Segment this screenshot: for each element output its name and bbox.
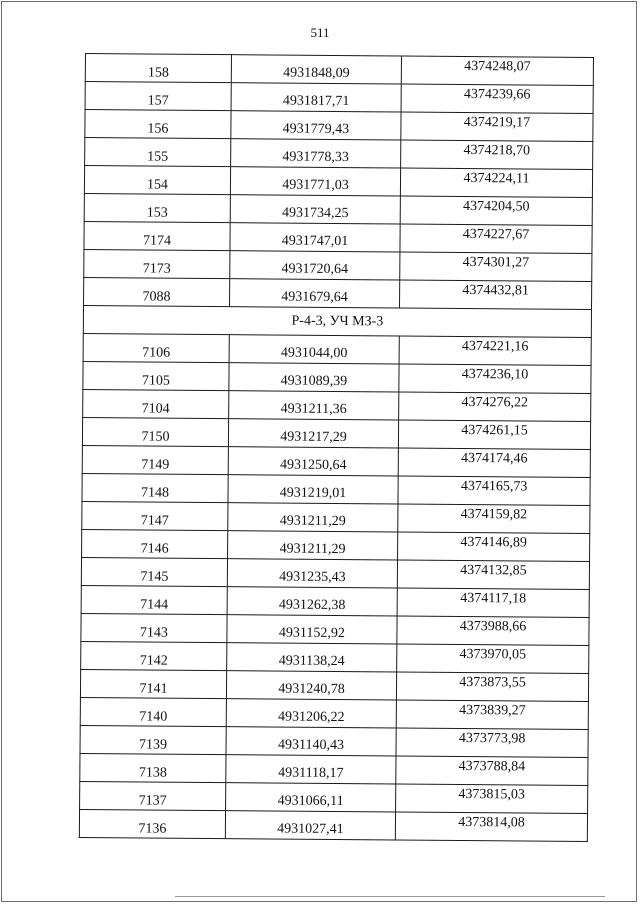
x-coordinate-cell: 4931089,39	[229, 363, 399, 392]
point-number-cell: 7138	[80, 753, 226, 782]
point-number-cell: 7146	[82, 529, 228, 558]
x-coordinate-cell: 4931217,29	[228, 419, 398, 448]
section-header-group	[83, 305, 591, 337]
table-row	[82, 501, 590, 533]
y-coordinate-cell: 4373839,27	[396, 700, 588, 730]
point-number-cell: 7136	[79, 809, 225, 838]
section-row	[83, 305, 591, 337]
y-coordinate-cell: 4374218,70	[401, 140, 593, 170]
y-coordinate-cell: 4373873,55	[396, 672, 588, 702]
y-coordinate-cell: 4373815,03	[396, 784, 588, 814]
coordinates-group-a	[84, 54, 594, 310]
table-row	[79, 809, 587, 841]
x-coordinate-cell: 4931771,03	[230, 167, 400, 196]
point-number-cell: 155	[85, 138, 231, 167]
table-row	[81, 613, 589, 645]
table-row	[80, 725, 588, 757]
table-row	[82, 473, 590, 505]
table-row	[81, 557, 589, 589]
x-coordinate-cell: 4931679,64	[230, 279, 400, 308]
point-number-cell: 7174	[84, 221, 230, 250]
x-coordinate-cell: 4931747,01	[230, 223, 400, 252]
point-number-cell: 7137	[80, 781, 226, 810]
point-number-cell: 7106	[83, 333, 229, 362]
table-row	[83, 361, 591, 393]
x-coordinate-cell: 4931140,43	[226, 727, 396, 756]
x-coordinate-cell: 4931848,09	[231, 55, 401, 84]
x-coordinate-cell: 4931250,64	[228, 447, 398, 476]
point-number-cell: 7147	[82, 501, 228, 530]
x-coordinate-cell: 4931734,25	[230, 195, 400, 224]
point-number-cell: 7149	[82, 445, 228, 474]
y-coordinate-cell: 4374174,46	[398, 448, 590, 478]
point-number-cell: 7104	[83, 389, 229, 418]
section-title: Р-4-3, УЧ МЗ-3	[83, 305, 591, 337]
coordinates-group-b	[79, 333, 591, 841]
y-coordinate-cell: 4374117,18	[397, 588, 589, 618]
point-number-cell: 154	[84, 166, 230, 195]
x-coordinate-cell: 4931262,38	[227, 587, 397, 616]
x-coordinate-cell: 4931211,36	[229, 391, 399, 420]
y-coordinate-cell: 4374432,81	[400, 280, 592, 310]
y-coordinate-cell: 4374219,17	[401, 112, 593, 142]
y-coordinate-cell: 4374159,82	[398, 504, 590, 534]
table-row	[80, 781, 588, 813]
y-coordinate-cell: 4373814,08	[395, 812, 587, 842]
y-coordinate-cell: 4374239,66	[401, 84, 593, 114]
x-coordinate-cell: 4931817,71	[231, 83, 401, 112]
table-row	[85, 54, 593, 86]
x-coordinate-cell: 4931118,17	[226, 755, 396, 784]
point-number-cell: 7088	[84, 277, 230, 306]
x-coordinate-cell: 4931235,43	[227, 559, 397, 588]
y-coordinate-cell: 4373970,05	[397, 644, 589, 674]
x-coordinate-cell: 4931044,00	[229, 335, 399, 364]
y-coordinate-cell: 4373773,98	[396, 728, 588, 758]
y-coordinate-cell: 4374146,89	[398, 532, 590, 562]
table-row	[82, 529, 590, 561]
table-row	[84, 249, 592, 281]
x-coordinate-cell: 4931066,11	[226, 783, 396, 812]
table-row	[84, 221, 592, 253]
y-coordinate-cell: 4374301,27	[400, 252, 592, 282]
table-row	[81, 585, 589, 617]
table-row	[80, 697, 588, 729]
y-coordinate-cell: 4374261,15	[398, 420, 590, 450]
point-number-cell: 153	[84, 193, 230, 222]
table-row	[85, 82, 593, 114]
y-coordinate-cell: 4374276,22	[399, 392, 591, 422]
x-coordinate-cell: 4931240,78	[226, 671, 396, 700]
y-coordinate-cell: 4374165,73	[398, 476, 590, 506]
x-coordinate-cell: 4931027,41	[225, 811, 395, 840]
page-number: 511	[310, 25, 330, 40]
scan-edge-line	[175, 896, 605, 897]
point-number-cell: 7144	[81, 585, 227, 614]
x-coordinate-cell: 4931152,92	[227, 615, 397, 644]
table-row	[80, 669, 588, 701]
table-row	[85, 138, 593, 170]
x-coordinate-cell: 4931778,33	[231, 139, 401, 168]
table-row	[84, 193, 592, 225]
point-number-cell: 7143	[81, 613, 227, 642]
table-row	[85, 110, 593, 142]
x-coordinate-cell: 4931219,01	[228, 475, 398, 504]
point-number-cell: 7139	[80, 725, 226, 754]
table-row	[82, 417, 590, 449]
point-number-cell: 7105	[83, 361, 229, 390]
coordinates-table	[79, 53, 594, 842]
point-number-cell: 7140	[80, 697, 226, 726]
y-coordinate-cell: 4374236,10	[399, 364, 591, 394]
point-number-cell: 7150	[82, 417, 228, 446]
table-row	[81, 641, 589, 673]
x-coordinate-cell: 4931138,24	[227, 643, 397, 672]
y-coordinate-cell: 4373988,66	[397, 616, 589, 646]
point-number-cell: 7142	[81, 641, 227, 670]
point-number-cell: 156	[85, 110, 231, 139]
point-number-cell: 7145	[81, 557, 227, 586]
y-coordinate-cell: 4374221,16	[399, 336, 591, 366]
point-number-cell: 7148	[82, 473, 228, 502]
x-coordinate-cell: 4931206,22	[226, 699, 396, 728]
table-row	[82, 445, 590, 477]
x-coordinate-cell: 4931211,29	[228, 531, 398, 560]
table-row	[84, 277, 592, 309]
table-row	[83, 333, 591, 365]
table-row	[84, 166, 592, 198]
y-coordinate-cell: 4374224,11	[400, 168, 592, 198]
y-coordinate-cell: 4374132,85	[397, 560, 589, 590]
table-row	[83, 389, 591, 421]
x-coordinate-cell: 4931779,43	[231, 111, 401, 140]
y-coordinate-cell: 4374227,67	[400, 224, 592, 254]
point-number-cell: 158	[85, 54, 231, 83]
y-coordinate-cell: 4373788,84	[396, 756, 588, 786]
x-coordinate-cell: 4931720,64	[230, 251, 400, 280]
y-coordinate-cell: 4374248,07	[401, 56, 593, 86]
point-number-cell: 7141	[80, 669, 226, 698]
point-number-cell: 157	[85, 82, 231, 111]
point-number-cell: 7173	[84, 249, 230, 278]
y-coordinate-cell: 4374204,50	[400, 196, 592, 226]
x-coordinate-cell: 4931211,29	[228, 503, 398, 532]
table-row	[80, 753, 588, 785]
